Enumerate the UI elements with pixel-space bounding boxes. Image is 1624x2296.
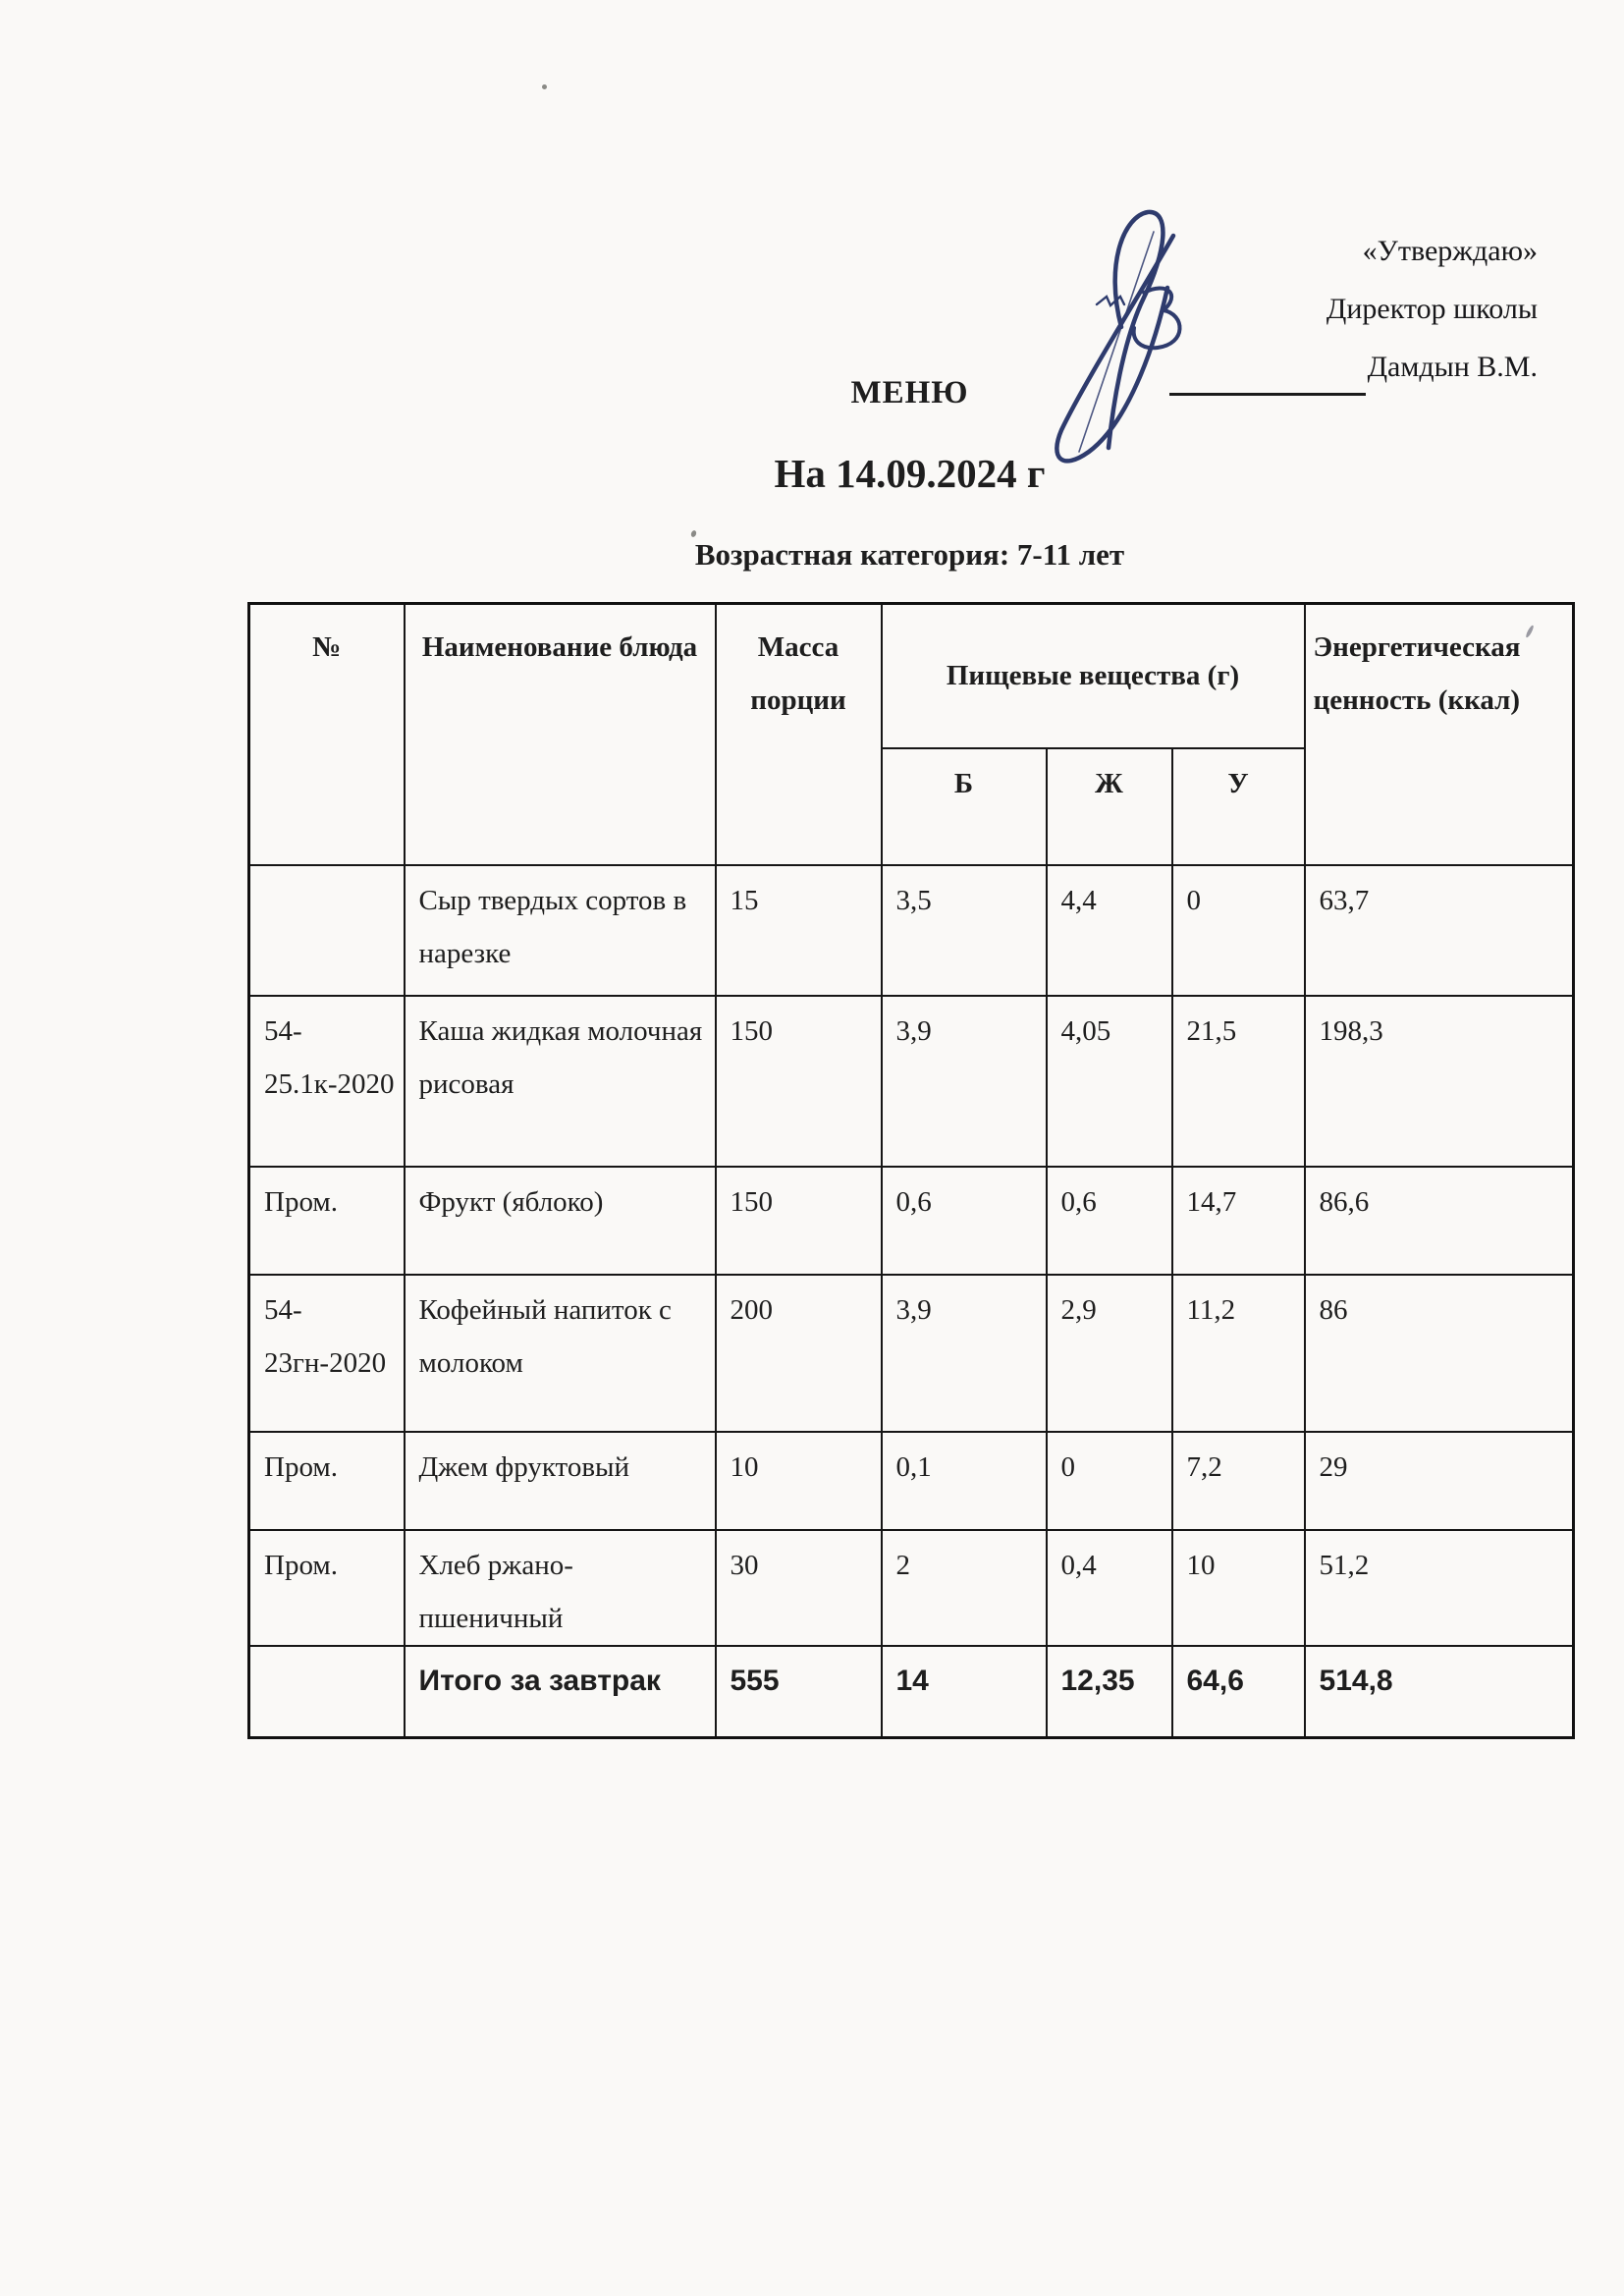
cell-protein: 0,1: [882, 1432, 1047, 1530]
table-row: [249, 1432, 1574, 1530]
cell-protein: 0,6: [882, 1167, 1047, 1275]
total-energy: 514,8: [1305, 1646, 1574, 1738]
cell-protein: 2: [882, 1530, 1047, 1646]
cell-dish-name: Кофейный напиток с молоком: [405, 1275, 716, 1432]
cell-dish-name: Сыр твердых сортов в нарезке: [405, 865, 716, 996]
table-header: [249, 604, 1574, 866]
cell-energy: 63,7: [1305, 865, 1574, 996]
cell-portion-mass: 30: [716, 1530, 882, 1646]
table-row: [249, 1530, 1574, 1646]
cell-carbs: 7,2: [1172, 1432, 1305, 1530]
table-row: [249, 996, 1574, 1167]
total-row: [249, 1646, 1574, 1738]
col-header-protein: Б: [882, 748, 1047, 865]
col-header-carbs: У: [1172, 748, 1305, 865]
col-header-mass: Масса порции: [716, 604, 882, 866]
col-header-energy: Энергетическая ценность (ккал): [1305, 604, 1574, 866]
col-header-num: №: [249, 604, 405, 866]
cell-protein: 3,5: [882, 865, 1047, 996]
total-fat: 12,35: [1047, 1646, 1172, 1738]
col-header-fat: Ж: [1047, 748, 1172, 865]
cell-carbs: 0: [1172, 865, 1305, 996]
cell-portion-mass: 10: [716, 1432, 882, 1530]
cell-carbs: 10: [1172, 1530, 1305, 1646]
menu-date: На 14.09.2024 г: [774, 451, 1046, 496]
cell-recipe-num: 54-25.1к-2020: [249, 996, 405, 1167]
cell-energy: 86,6: [1305, 1167, 1574, 1275]
cell-protein: 3,9: [882, 1275, 1047, 1432]
cell-dish-name: Хлеб ржано-пшеничный: [405, 1530, 716, 1646]
menu-table: [247, 602, 1575, 1739]
table-body: [249, 865, 1574, 1646]
total-carbs: 64,6: [1172, 1646, 1305, 1738]
cell-energy: 86: [1305, 1275, 1574, 1432]
total-num: [249, 1646, 405, 1738]
cell-recipe-num: [249, 865, 405, 996]
cell-energy: 198,3: [1305, 996, 1574, 1167]
cell-portion-mass: 200: [716, 1275, 882, 1432]
cell-portion-mass: 15: [716, 865, 882, 996]
cell-carbs: 21,5: [1172, 996, 1305, 1167]
col-header-nutrients: Пищевые вещества (г): [882, 604, 1305, 749]
total-label: Итого за завтрак: [405, 1646, 716, 1738]
cell-energy: 29: [1305, 1432, 1574, 1530]
cell-fat: 4,05: [1047, 996, 1172, 1167]
cell-dish-name: Джем фруктовый: [405, 1432, 716, 1530]
total-protein: 14: [882, 1646, 1047, 1738]
cell-fat: 2,9: [1047, 1275, 1172, 1432]
cell-carbs: 11,2: [1172, 1275, 1305, 1432]
total-mass: 555: [716, 1646, 882, 1738]
age-category: Возрастная категория: 7-11 лет: [694, 537, 1125, 572]
cell-recipe-num: Пром.: [249, 1432, 405, 1530]
col-header-dish: Наименование блюда: [405, 604, 716, 866]
cell-dish-name: Каша жидкая молочная рисовая: [405, 996, 716, 1167]
cell-fat: 4,4: [1047, 865, 1172, 996]
cell-fat: 0,4: [1047, 1530, 1172, 1646]
cell-carbs: 14,7: [1172, 1167, 1305, 1275]
scan-speck: [542, 84, 547, 89]
approval-quote: «Утверждаю»: [1362, 235, 1538, 267]
cell-fat: 0: [1047, 1432, 1172, 1530]
cell-energy: 51,2: [1305, 1530, 1574, 1646]
cell-fat: 0,6: [1047, 1167, 1172, 1275]
cell-protein: 3,9: [882, 996, 1047, 1167]
menu-title: МЕНЮ: [850, 375, 969, 410]
approval-name: Дамдын В.М.: [1367, 351, 1538, 383]
cell-recipe-num: 54-23гн-2020: [249, 1275, 405, 1432]
table-row: [249, 1167, 1574, 1275]
approval-role: Директор школы: [1326, 293, 1538, 325]
cell-dish-name: Фрукт (яблоко): [405, 1167, 716, 1275]
table-total: [249, 1646, 1574, 1738]
cell-portion-mass: 150: [716, 1167, 882, 1275]
table-row: [249, 865, 1574, 996]
cell-portion-mass: 150: [716, 996, 882, 1167]
table-row: [249, 1275, 1574, 1432]
cell-recipe-num: Пром.: [249, 1530, 405, 1646]
cell-recipe-num: Пром.: [249, 1167, 405, 1275]
